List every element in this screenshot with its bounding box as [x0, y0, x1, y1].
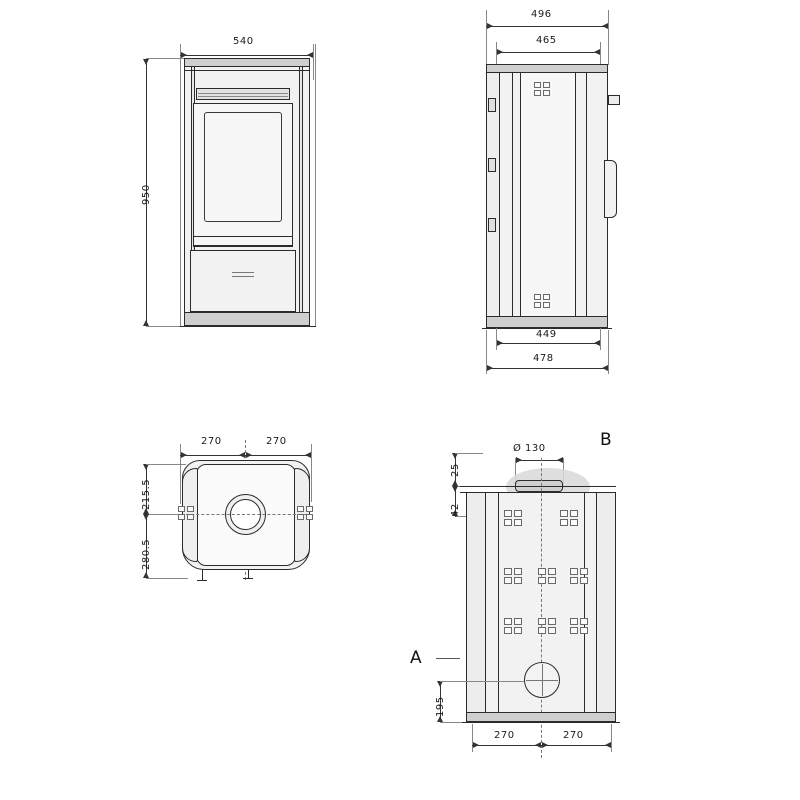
rear-42-arrow-top	[452, 486, 458, 492]
front-view	[0, 0, 380, 380]
top-270-left-arrow-1	[181, 452, 187, 458]
side-tile-top-3	[534, 90, 541, 96]
top-2155-value: 215.5	[141, 478, 152, 510]
side-449-arrow-left	[497, 340, 503, 346]
rear-tile-r1-c1	[504, 510, 512, 517]
front-guide-left	[180, 58, 181, 326]
side-body-mid-panel	[520, 64, 576, 328]
side-view	[400, 0, 800, 400]
rear-tile-r3-c9	[570, 618, 578, 625]
top-foot-left	[202, 570, 203, 580]
side-tile-bottom-1	[534, 294, 541, 300]
front-grille-line-1	[198, 93, 288, 94]
side-478-arrow-left	[487, 365, 493, 371]
front-base	[184, 312, 310, 326]
side-hinge-1	[488, 98, 496, 112]
side-ext-478-left	[486, 330, 487, 374]
rear-270-right-value: 270	[563, 730, 584, 741]
front-door-bottom-rail-2	[193, 246, 293, 247]
rear-body-left-panel	[466, 492, 486, 722]
side-496-arrow-left	[487, 23, 493, 29]
top-270-right-arrow-2	[305, 452, 311, 458]
rear-body-line-left	[498, 492, 499, 722]
rear-tile-r1-c4	[514, 519, 522, 526]
rear-42-value: 42	[450, 503, 461, 517]
side-ext-449-right	[600, 328, 601, 350]
side-496-arrow-right	[602, 23, 608, 29]
side-478-dim-line	[486, 368, 608, 369]
side-449-value: 449	[536, 329, 557, 340]
top-270-left-value: 270	[201, 436, 222, 447]
rear-tile-r3-c8	[548, 627, 556, 634]
front-ash-handle-2	[232, 276, 254, 277]
rear-tile-r3-c11	[570, 627, 578, 634]
side-rear-handle	[604, 160, 617, 218]
rear-195-value: 195	[435, 696, 446, 717]
side-rear-bracket-top	[608, 95, 620, 105]
side-top-cap	[486, 64, 608, 73]
top-ext-right	[311, 444, 312, 502]
rear-flue-arrow-left	[516, 457, 522, 463]
rear-tile-r1-c6	[570, 510, 578, 517]
side-478-value: 478	[533, 353, 554, 364]
rear-tile-r3-c3	[504, 627, 512, 634]
side-ext-449-left	[496, 328, 497, 350]
label-b: B	[600, 430, 612, 450]
side-tile-bottom-2	[543, 294, 550, 300]
side-tile-top-2	[543, 82, 550, 88]
front-ash-handle	[232, 272, 254, 273]
rear-270-left-arrow-1	[473, 742, 479, 748]
top-tile-left-3	[178, 514, 185, 520]
top-tile-right-2	[306, 506, 313, 512]
side-tile-bottom-3	[534, 302, 541, 308]
top-270-right-arrow-1	[246, 452, 252, 458]
rear-195-ext-top	[440, 681, 524, 682]
rear-tile-r2-c10	[580, 568, 588, 575]
rear-tile-r2-c11	[570, 577, 578, 584]
front-floor-line	[180, 326, 316, 327]
top-tile-right-1	[297, 506, 304, 512]
rear-tile-r2-c8	[548, 577, 556, 584]
top-tile-left-1	[178, 506, 185, 512]
rear-flue-dim-line	[515, 460, 563, 461]
rear-label-a-leader	[436, 658, 460, 659]
front-door-glass	[204, 112, 282, 222]
rear-tile-r2-c6	[548, 568, 556, 575]
top-270-right-dim-line	[245, 455, 311, 456]
rear-tile-r2-c12	[580, 577, 588, 584]
rear-air-inlet-cross-v	[542, 664, 543, 696]
side-hinge-2	[488, 158, 496, 172]
rear-270-right-dim-line	[541, 745, 611, 746]
top-foot-left-base	[197, 580, 207, 581]
side-tile-top-4	[543, 90, 550, 96]
rear-tile-r1-c2	[514, 510, 522, 517]
rear-body-right-panel	[596, 492, 616, 722]
side-base	[486, 316, 608, 328]
rear-tile-r3-c6	[548, 618, 556, 625]
side-449-dim-line	[496, 343, 600, 344]
top-view	[0, 400, 400, 800]
rear-tile-r3-c2	[514, 618, 522, 625]
front-height-value: 950	[141, 184, 152, 205]
top-tile-right-3	[297, 514, 304, 520]
top-foot-right-base	[243, 578, 253, 579]
rear-tile-r2-c7	[538, 577, 546, 584]
side-465-value: 465	[536, 35, 557, 46]
front-height-arrow-top	[143, 59, 149, 65]
rear-tile-r1-c3	[504, 519, 512, 526]
rear-flue-top-plane	[460, 486, 616, 487]
side-ext-496-right	[608, 10, 609, 65]
side-body-line-1	[512, 64, 513, 328]
rear-tile-r2-c9	[570, 568, 578, 575]
rear-tile-r3-c5	[538, 618, 546, 625]
rear-270-right-arrow-1	[542, 742, 548, 748]
side-body-line-2	[586, 64, 587, 328]
front-door-bottom-rail	[193, 236, 293, 237]
side-496-value: 496	[531, 9, 552, 20]
rear-body-line-right	[584, 492, 585, 722]
rear-tile-r3-c1	[504, 618, 512, 625]
rear-tile-r2-c5	[538, 568, 546, 575]
top-270-left-dim-line	[180, 455, 245, 456]
side-496-dim-line	[486, 26, 608, 27]
rear-tile-r2-c3	[504, 577, 512, 584]
top-2805-arrow-top	[143, 514, 149, 520]
top-2155-ext-top	[146, 464, 186, 465]
front-ext-right	[313, 44, 314, 80]
front-grille-line-2	[198, 96, 288, 97]
side-hinge-3	[488, 218, 496, 232]
rear-base	[466, 712, 616, 722]
top-foot-right	[248, 570, 249, 578]
rear-tile-r2-c2	[514, 568, 522, 575]
rear-tile-r3-c7	[538, 627, 546, 634]
rear-tile-r2-c1	[504, 568, 512, 575]
side-tile-bottom-4	[543, 302, 550, 308]
front-body-inner-right	[299, 58, 303, 326]
front-width-dim-line	[180, 55, 313, 56]
rear-view	[400, 400, 800, 800]
rear-tile-r3-c4	[514, 627, 522, 634]
rear-tile-r1-c5	[560, 510, 568, 517]
rear-25-value: 25	[450, 463, 461, 477]
front-air-grille	[196, 88, 290, 100]
rear-flue-value: Ø 130	[513, 443, 546, 454]
label-a: A	[410, 648, 422, 668]
rear-floor-line	[462, 722, 620, 723]
rear-tile-r1-c7	[560, 519, 568, 526]
top-flue-centerline-h	[186, 514, 306, 515]
rear-270-left-value: 270	[494, 730, 515, 741]
front-top-plate-edge	[184, 70, 310, 71]
side-ext-478-right	[608, 330, 609, 374]
front-width-value: 540	[233, 36, 254, 47]
rear-tile-r3-c12	[580, 627, 588, 634]
front-ash-compartment	[190, 250, 296, 312]
rear-270-left-dim-line	[472, 745, 541, 746]
side-tile-top-1	[534, 82, 541, 88]
top-tile-left-4	[187, 514, 194, 520]
top-2805-ext-bottom	[146, 578, 188, 579]
top-2805-value: 280.5	[141, 538, 152, 570]
rear-25-ext-top	[455, 453, 483, 454]
side-ext-496-left	[486, 10, 487, 65]
top-270-right-value: 270	[266, 436, 287, 447]
rear-tile-r2-c4	[514, 577, 522, 584]
side-465-arrow-left	[497, 49, 503, 55]
top-tile-right-4	[306, 514, 313, 520]
rear-tile-r1-c8	[570, 519, 578, 526]
side-465-dim-line	[496, 52, 600, 53]
rear-bottom-ext-right	[611, 724, 612, 752]
front-top-plate	[184, 58, 310, 67]
rear-tile-r3-c10	[580, 618, 588, 625]
front-guide-right	[315, 44, 316, 326]
top-tile-left-2	[187, 506, 194, 512]
rear-270-right-arrow-2	[605, 742, 611, 748]
